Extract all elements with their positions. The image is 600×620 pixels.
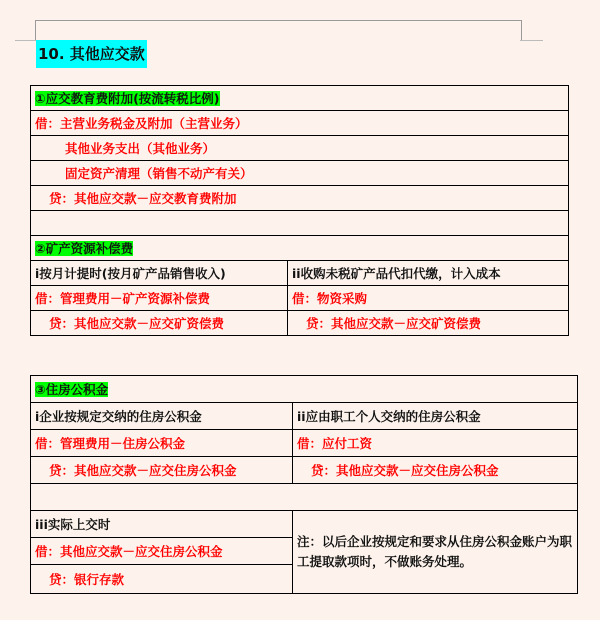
- credit-entry: 贷：其他应交款－应交住房公积金: [31, 457, 293, 484]
- note-cell: 注：以后企业按规定和要求从住房公积金账户为职工提取款项时，不做账务处理。: [293, 511, 578, 594]
- debit-entry: 借：物资采购: [288, 286, 569, 311]
- entry-row: 固定资产清理（销售不动产有关）: [31, 161, 569, 186]
- debit-entry: 借：应付工资: [293, 430, 578, 457]
- education-surcharge-and-mineral-table: [30, 85, 569, 336]
- section2-heading-cell: [31, 236, 569, 261]
- credit-entry: 贷：其他应交款－应交矿资偿费: [288, 311, 569, 336]
- section1-heading-cell: [31, 86, 569, 111]
- margin-line-right: [520, 40, 543, 41]
- entry-row: 贷：其他应交款－应交教育费附加: [31, 186, 569, 211]
- credit-entry: 贷：银行存款: [31, 565, 293, 594]
- section3-heading: ③住房公积金: [35, 382, 109, 397]
- section3-heading-cell: [31, 376, 578, 403]
- debit-entry: 借：管理费用－矿产资源补偿费: [31, 286, 288, 311]
- subheading: ⅰⅰ收购未税矿产品代扣代缴，计入成本: [288, 261, 569, 286]
- subheading: ⅰ按月计提时(按月矿产品销售收入): [31, 261, 288, 286]
- subheading: ⅰⅰⅰ实际上交时: [31, 511, 293, 538]
- debit-entry: 借：其他应交款－应交住房公积金: [31, 538, 293, 565]
- housing-fund-table: [30, 375, 578, 594]
- section1-heading: ①应交教育费附加(按流转税比例): [35, 91, 220, 106]
- section2-heading: ②矿产资源补偿费: [35, 241, 134, 256]
- entry-row: 其他业务支出（其他业务）: [31, 136, 569, 161]
- credit-entry: 贷：其他应交款－应交矿资偿费: [31, 311, 288, 336]
- subheading: ⅰⅰ应由职工个人交纳的住房公积金: [293, 403, 578, 430]
- empty-row: [31, 211, 569, 236]
- entry-row: 借：主营业务税金及附加（主营业务）: [31, 111, 569, 136]
- empty-row: [31, 484, 578, 511]
- section-title: 10. 其他应交款: [36, 40, 147, 68]
- credit-entry: 贷：其他应交款－应交住房公积金: [293, 457, 578, 484]
- page-header-margin: [35, 20, 522, 41]
- margin-line-left: [15, 40, 36, 41]
- debit-entry: 借：管理费用－住房公积金: [31, 430, 293, 457]
- subheading: ⅰ企业按规定交纳的住房公积金: [31, 403, 293, 430]
